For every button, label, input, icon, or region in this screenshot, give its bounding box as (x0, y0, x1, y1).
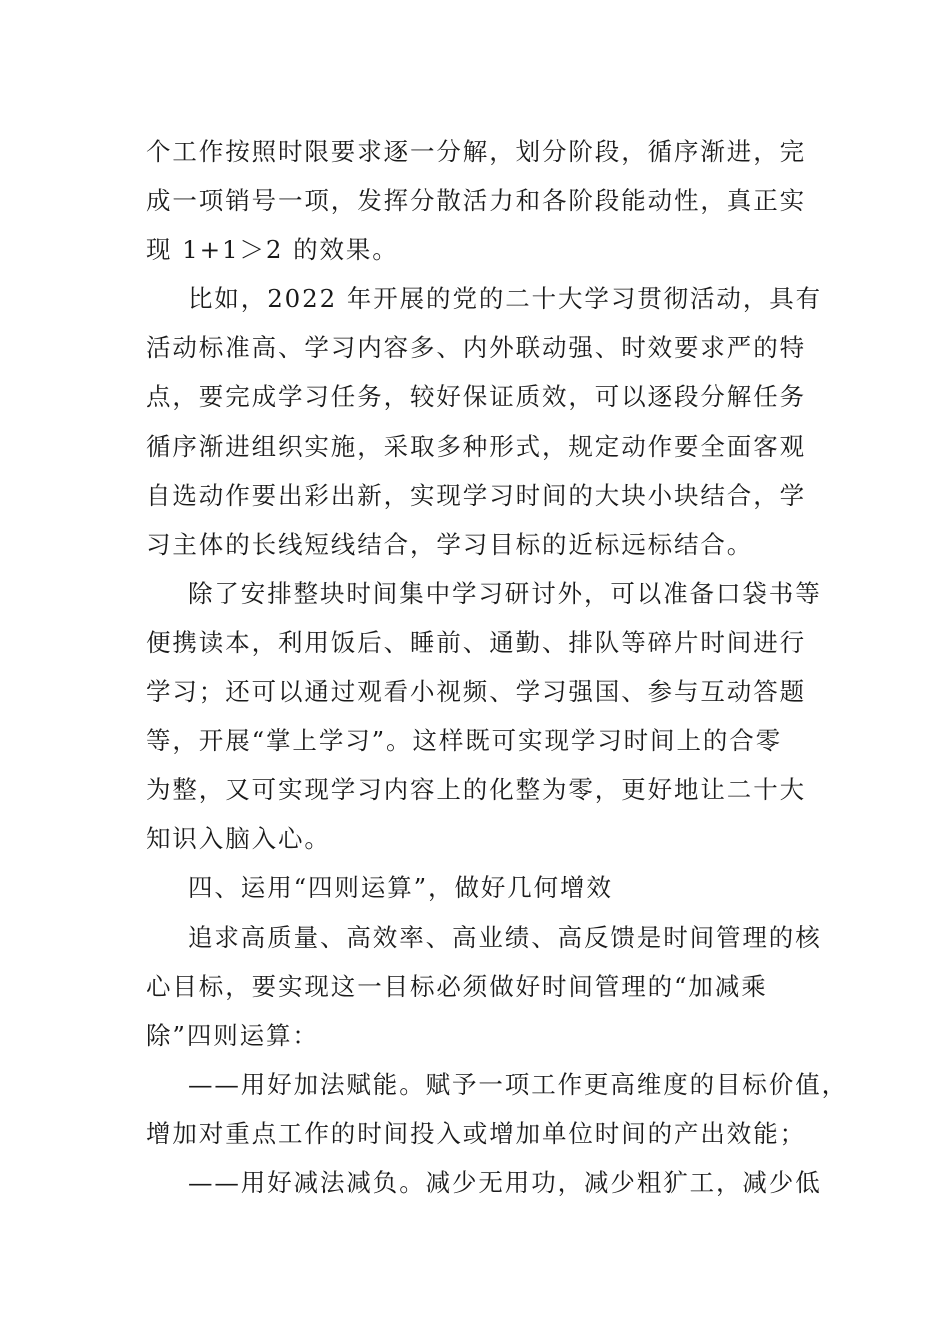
paragraph-line: 心目标，要实现这一目标必须做好时间管理的“加减乘 (146, 971, 768, 1001)
paragraph-line: 增加对重点工作的时间投入或增加单位时间的产出效能； (146, 1118, 806, 1148)
list-item-line: ——用好减法减负。减少无用功，减少粗犷工，减少低 (188, 1167, 822, 1197)
paragraph-line: 为整，又可实现学习内容上的化整为零，更好地让二十大 (146, 775, 806, 805)
paragraph-line: 成一项销号一项，发挥分散活力和各阶段能动性，真正实 (146, 186, 806, 216)
document-page (146, 127, 848, 1207)
paragraph-line: 现 1+1＞2 的效果。 (146, 235, 399, 265)
paragraph-line: 循序渐进组织实施，采取多种形式，规定动作要全面客观 (146, 431, 806, 461)
section-heading: 四、运用“四则运算”，做好几何增效 (188, 873, 613, 903)
paragraph-line: 知识入脑入心。 (146, 824, 331, 854)
list-item-line: ——用好加法赋能。赋予一项工作更高维度的目标价值， (188, 1069, 848, 1099)
paragraph-line: 便携读本，利用饭后、睡前、通勤、排队等碎片时间进行 (146, 627, 806, 657)
paragraph-line: 习主体的长线短线结合，学习目标的近标远标结合。 (146, 529, 754, 559)
paragraph-line: 点，要完成学习任务，较好保证质效，可以逐段分解任务 (146, 382, 806, 412)
paragraph-line: 比如，2022 年开展的党的二十大学习贯彻活动，具有 (188, 284, 823, 314)
paragraph-line: 个工作按照时限要求逐一分解，划分阶段，循序渐进，完 (146, 137, 806, 166)
paragraph-line: 除”四则运算： (146, 1020, 319, 1050)
paragraph-line: 追求高质量、高效率、高业绩、高反馈是时间管理的核 (188, 922, 822, 952)
paragraph-line: 学习；还可以通过观看小视频、学习强国、参与互动答题 (146, 677, 806, 707)
paragraph-line: 等，开展“掌上学习”。这样既可实现学习时间上的合零 (146, 726, 783, 756)
paragraph-line: 活动标准高、学习内容多、内外联动强、时效要求严的特 (146, 333, 806, 363)
paragraph-line: 自选动作要出彩出新，实现学习时间的大块小块结合，学 (146, 480, 806, 510)
paragraph-line: 除了安排整块时间集中学习研讨外，可以准备口袋书等 (188, 578, 822, 608)
